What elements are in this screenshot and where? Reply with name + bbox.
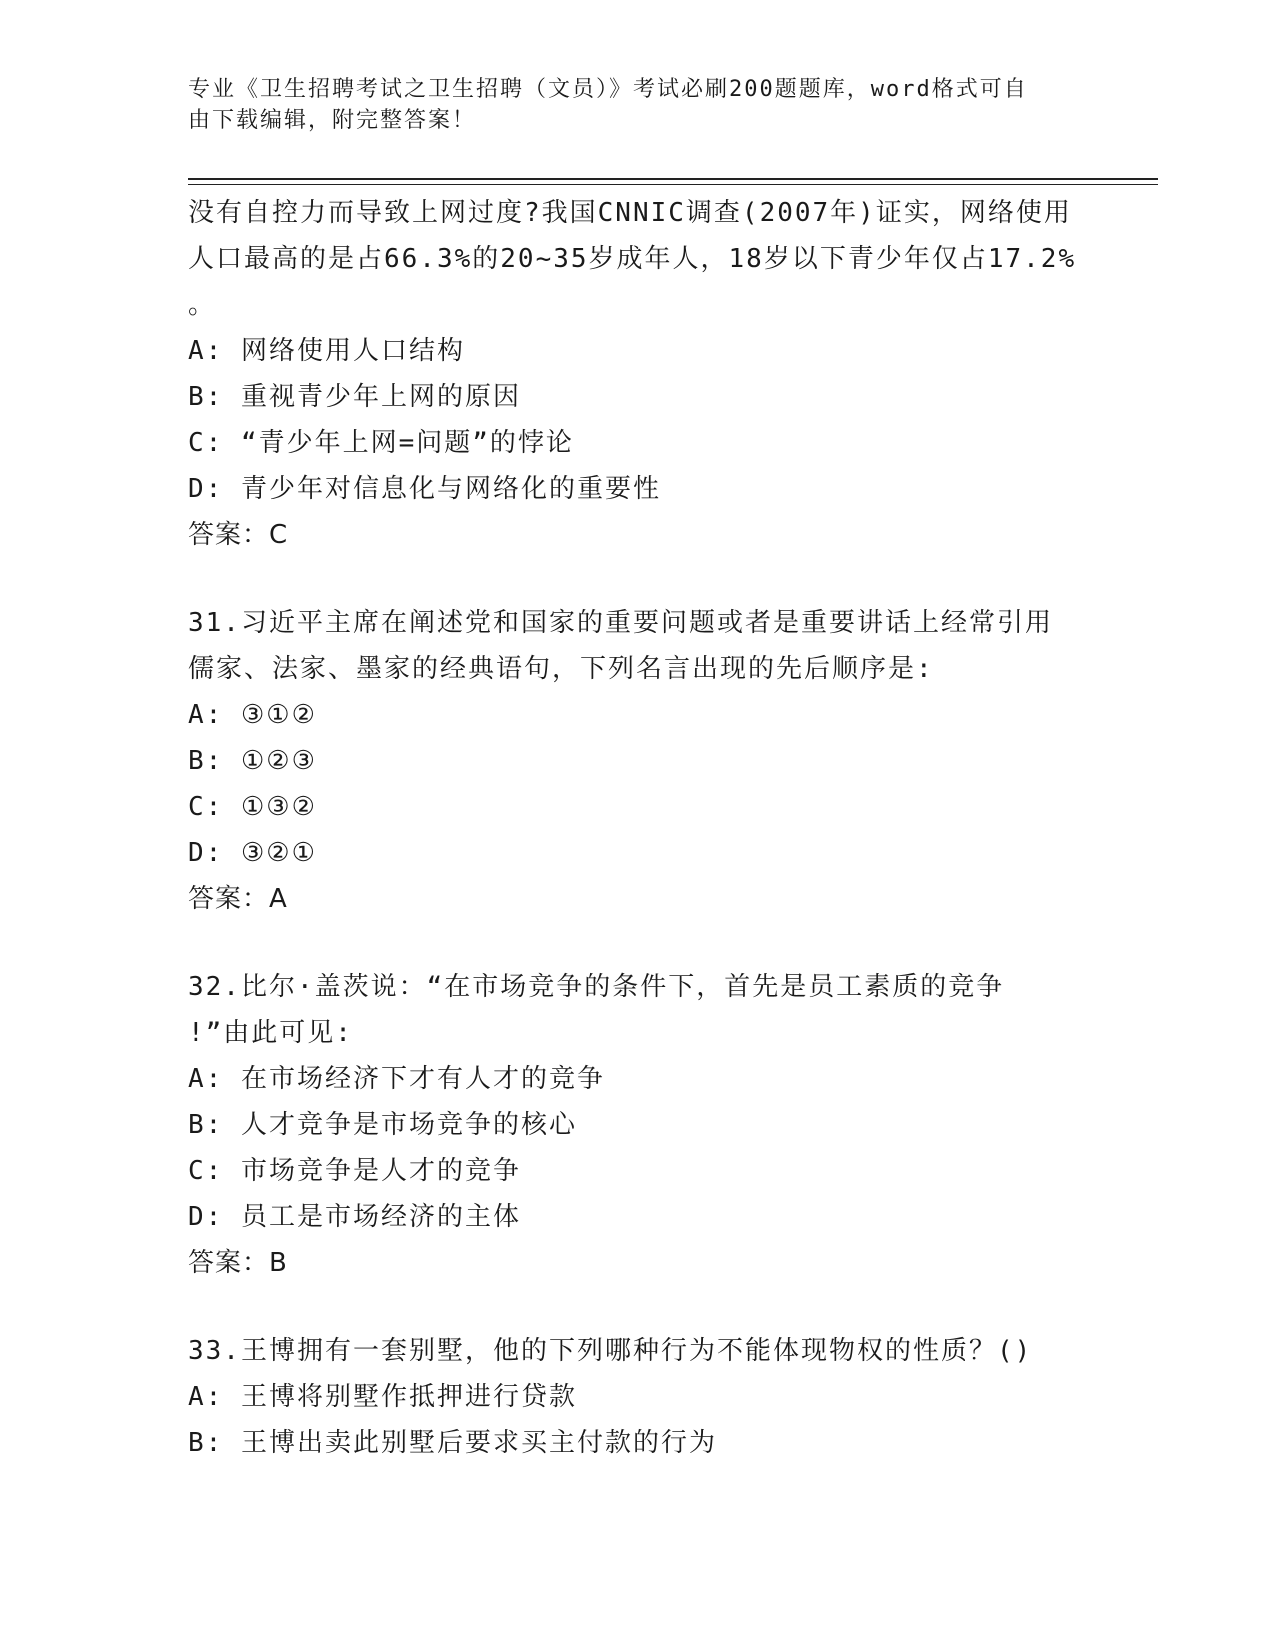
option-b: B: 王博出卖此别墅后要求买主付款的行为 — [188, 1428, 717, 1458]
document-header — [188, 74, 1078, 136]
question-list — [188, 190, 1188, 1466]
question-text: 32.比尔·盖茨说：“在市场竞争的条件下，首先是员工素质的竞争 — [188, 972, 1005, 1002]
question-text: 没有自控力而导致上网过度?我国CNNIC调查(2007年)证实，网络使用 — [188, 198, 1072, 228]
spacer — [188, 1286, 1188, 1328]
option-d: D: 员工是市场经济的主体 — [188, 1202, 521, 1232]
option-c: C: ①③② — [188, 792, 317, 822]
option-d: D: 青少年对信息化与网络化的重要性 — [188, 474, 661, 504]
question-text: 人口最高的是占66.3%的20~35岁成年人，18岁以下青少年仅占17.2% — [188, 244, 1077, 274]
header-rule-thin — [188, 184, 1158, 185]
question-text: 。 — [188, 290, 217, 320]
spacer — [188, 558, 1188, 600]
answer: 答案：A — [188, 884, 288, 914]
option-b: B: ①②③ — [188, 746, 317, 776]
header-line-2: 由下载编辑，附完整答案！ — [188, 108, 477, 133]
question-text: 33.王博拥有一套别墅，他的下列哪种行为不能体现物权的性质？() — [188, 1336, 1033, 1366]
question-30 — [188, 190, 1188, 558]
question-text: 31.习近平主席在阐述党和国家的重要问题或者是重要讲话上经常引用 — [188, 608, 1053, 638]
answer: 答案：B — [188, 1248, 288, 1278]
spacer — [188, 922, 1188, 964]
option-a: A: 在市场经济下才有人才的竞争 — [188, 1064, 605, 1094]
question-33 — [188, 1328, 1188, 1466]
option-c: C: 市场竞争是人才的竞争 — [188, 1156, 521, 1186]
option-a: A: ③①② — [188, 700, 317, 730]
question-text: !”由此可见: — [188, 1018, 353, 1048]
option-b: B: 重视青少年上网的原因 — [188, 382, 521, 412]
answer: 答案：C — [188, 520, 289, 550]
option-a: A: 王博将别墅作抵押进行贷款 — [188, 1382, 577, 1412]
option-a: A: 网络使用人口结构 — [188, 336, 465, 366]
header-line-1: 专业《卫生招聘考试之卫生招聘（文员）》考试必刷200题题库，word格式可自 — [188, 77, 1028, 102]
option-c: C: “青少年上网=问题”的悖论 — [188, 428, 574, 458]
option-d: D: ③②① — [188, 838, 317, 868]
question-text: 儒家、法家、墨家的经典语句，下列名言出现的先后顺序是: — [188, 654, 934, 684]
question-31 — [188, 600, 1188, 922]
header-rule-thick — [188, 178, 1158, 180]
question-32 — [188, 964, 1188, 1286]
option-b: B: 人才竞争是市场竞争的核心 — [188, 1110, 577, 1140]
